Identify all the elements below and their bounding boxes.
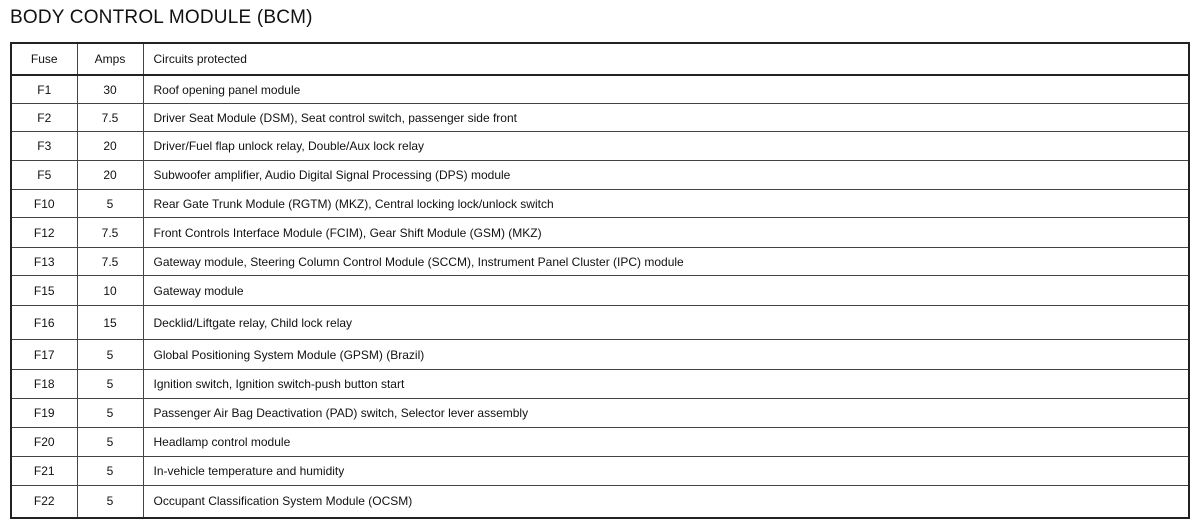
amps-cell: 5 [77, 399, 143, 428]
table-row [11, 248, 1189, 276]
table-row [11, 306, 1189, 340]
circuits-cell: Driver Seat Module (DSM), Seat control switch, passenger side front [143, 104, 1189, 132]
fuse-cell: F17 [11, 340, 77, 370]
circuits-cell: Ignition switch, Ignition switch-push button start [143, 370, 1189, 399]
circuits-cell: Decklid/Liftgate relay, Child lock relay [143, 306, 1189, 340]
fuse-table [10, 42, 1190, 519]
table-row [11, 104, 1189, 132]
fuse-cell: F16 [11, 306, 77, 340]
table-row [11, 428, 1189, 457]
table-row [11, 486, 1189, 518]
amps-cell: 7.5 [77, 104, 143, 132]
table-row [11, 370, 1189, 399]
header-fuse: Fuse [11, 43, 77, 75]
fuse-cell: F5 [11, 161, 77, 190]
table-row [11, 399, 1189, 428]
circuits-cell: Driver/Fuel flap unlock relay, Double/Aux lock relay [143, 132, 1189, 161]
amps-cell: 5 [77, 190, 143, 218]
table-row [11, 340, 1189, 370]
table-row [11, 190, 1189, 218]
table-header-row [11, 43, 1189, 75]
table-row [11, 457, 1189, 486]
fuse-cell: F18 [11, 370, 77, 399]
circuits-cell: Gateway module [143, 276, 1189, 306]
amps-cell: 5 [77, 486, 143, 518]
fuse-cell: F10 [11, 190, 77, 218]
fuse-cell: F3 [11, 132, 77, 161]
amps-cell: 5 [77, 457, 143, 486]
circuits-cell: Front Controls Interface Module (FCIM), Gear Shift Module (GSM) (MKZ) [143, 218, 1189, 248]
circuits-cell: In-vehicle temperature and humidity [143, 457, 1189, 486]
fuse-cell: F22 [11, 486, 77, 518]
fuse-cell: F12 [11, 218, 77, 248]
circuits-cell: Roof opening panel module [143, 75, 1189, 104]
table-body [11, 75, 1189, 518]
circuits-cell: Rear Gate Trunk Module (RGTM) (MKZ), Central locking lock/unlock switch [143, 190, 1189, 218]
fuse-cell: F2 [11, 104, 77, 132]
amps-cell: 30 [77, 75, 143, 104]
circuits-cell: Subwoofer amplifier, Audio Digital Signal Processing (DPS) module [143, 161, 1189, 190]
amps-cell: 7.5 [77, 248, 143, 276]
page-title: BODY CONTROL MODULE (BCM) [10, 7, 313, 28]
table-row [11, 75, 1189, 104]
fuse-cell: F13 [11, 248, 77, 276]
circuits-cell: Passenger Air Bag Deactivation (PAD) switch, Selector lever assembly [143, 399, 1189, 428]
fuse-cell: F20 [11, 428, 77, 457]
circuits-cell: Gateway module, Steering Column Control Module (SCCM), Instrument Panel Cluster (IPC) module [143, 248, 1189, 276]
fuse-cell: F15 [11, 276, 77, 306]
table-row [11, 132, 1189, 161]
table-row [11, 218, 1189, 248]
amps-cell: 5 [77, 428, 143, 457]
amps-cell: 5 [77, 370, 143, 399]
table-row [11, 161, 1189, 190]
amps-cell: 20 [77, 161, 143, 190]
amps-cell: 10 [77, 276, 143, 306]
amps-cell: 7.5 [77, 218, 143, 248]
amps-cell: 20 [77, 132, 143, 161]
table-row [11, 276, 1189, 306]
header-circuits: Circuits protected [143, 43, 1189, 75]
circuits-cell: Occupant Classification System Module (OCSM) [143, 486, 1189, 518]
fuse-cell: F1 [11, 75, 77, 104]
amps-cell: 5 [77, 340, 143, 370]
circuits-cell: Global Positioning System Module (GPSM) (Brazil) [143, 340, 1189, 370]
circuits-cell: Headlamp control module [143, 428, 1189, 457]
header-amps: Amps [77, 43, 143, 75]
fuse-cell: F21 [11, 457, 77, 486]
fuse-cell: F19 [11, 399, 77, 428]
amps-cell: 15 [77, 306, 143, 340]
